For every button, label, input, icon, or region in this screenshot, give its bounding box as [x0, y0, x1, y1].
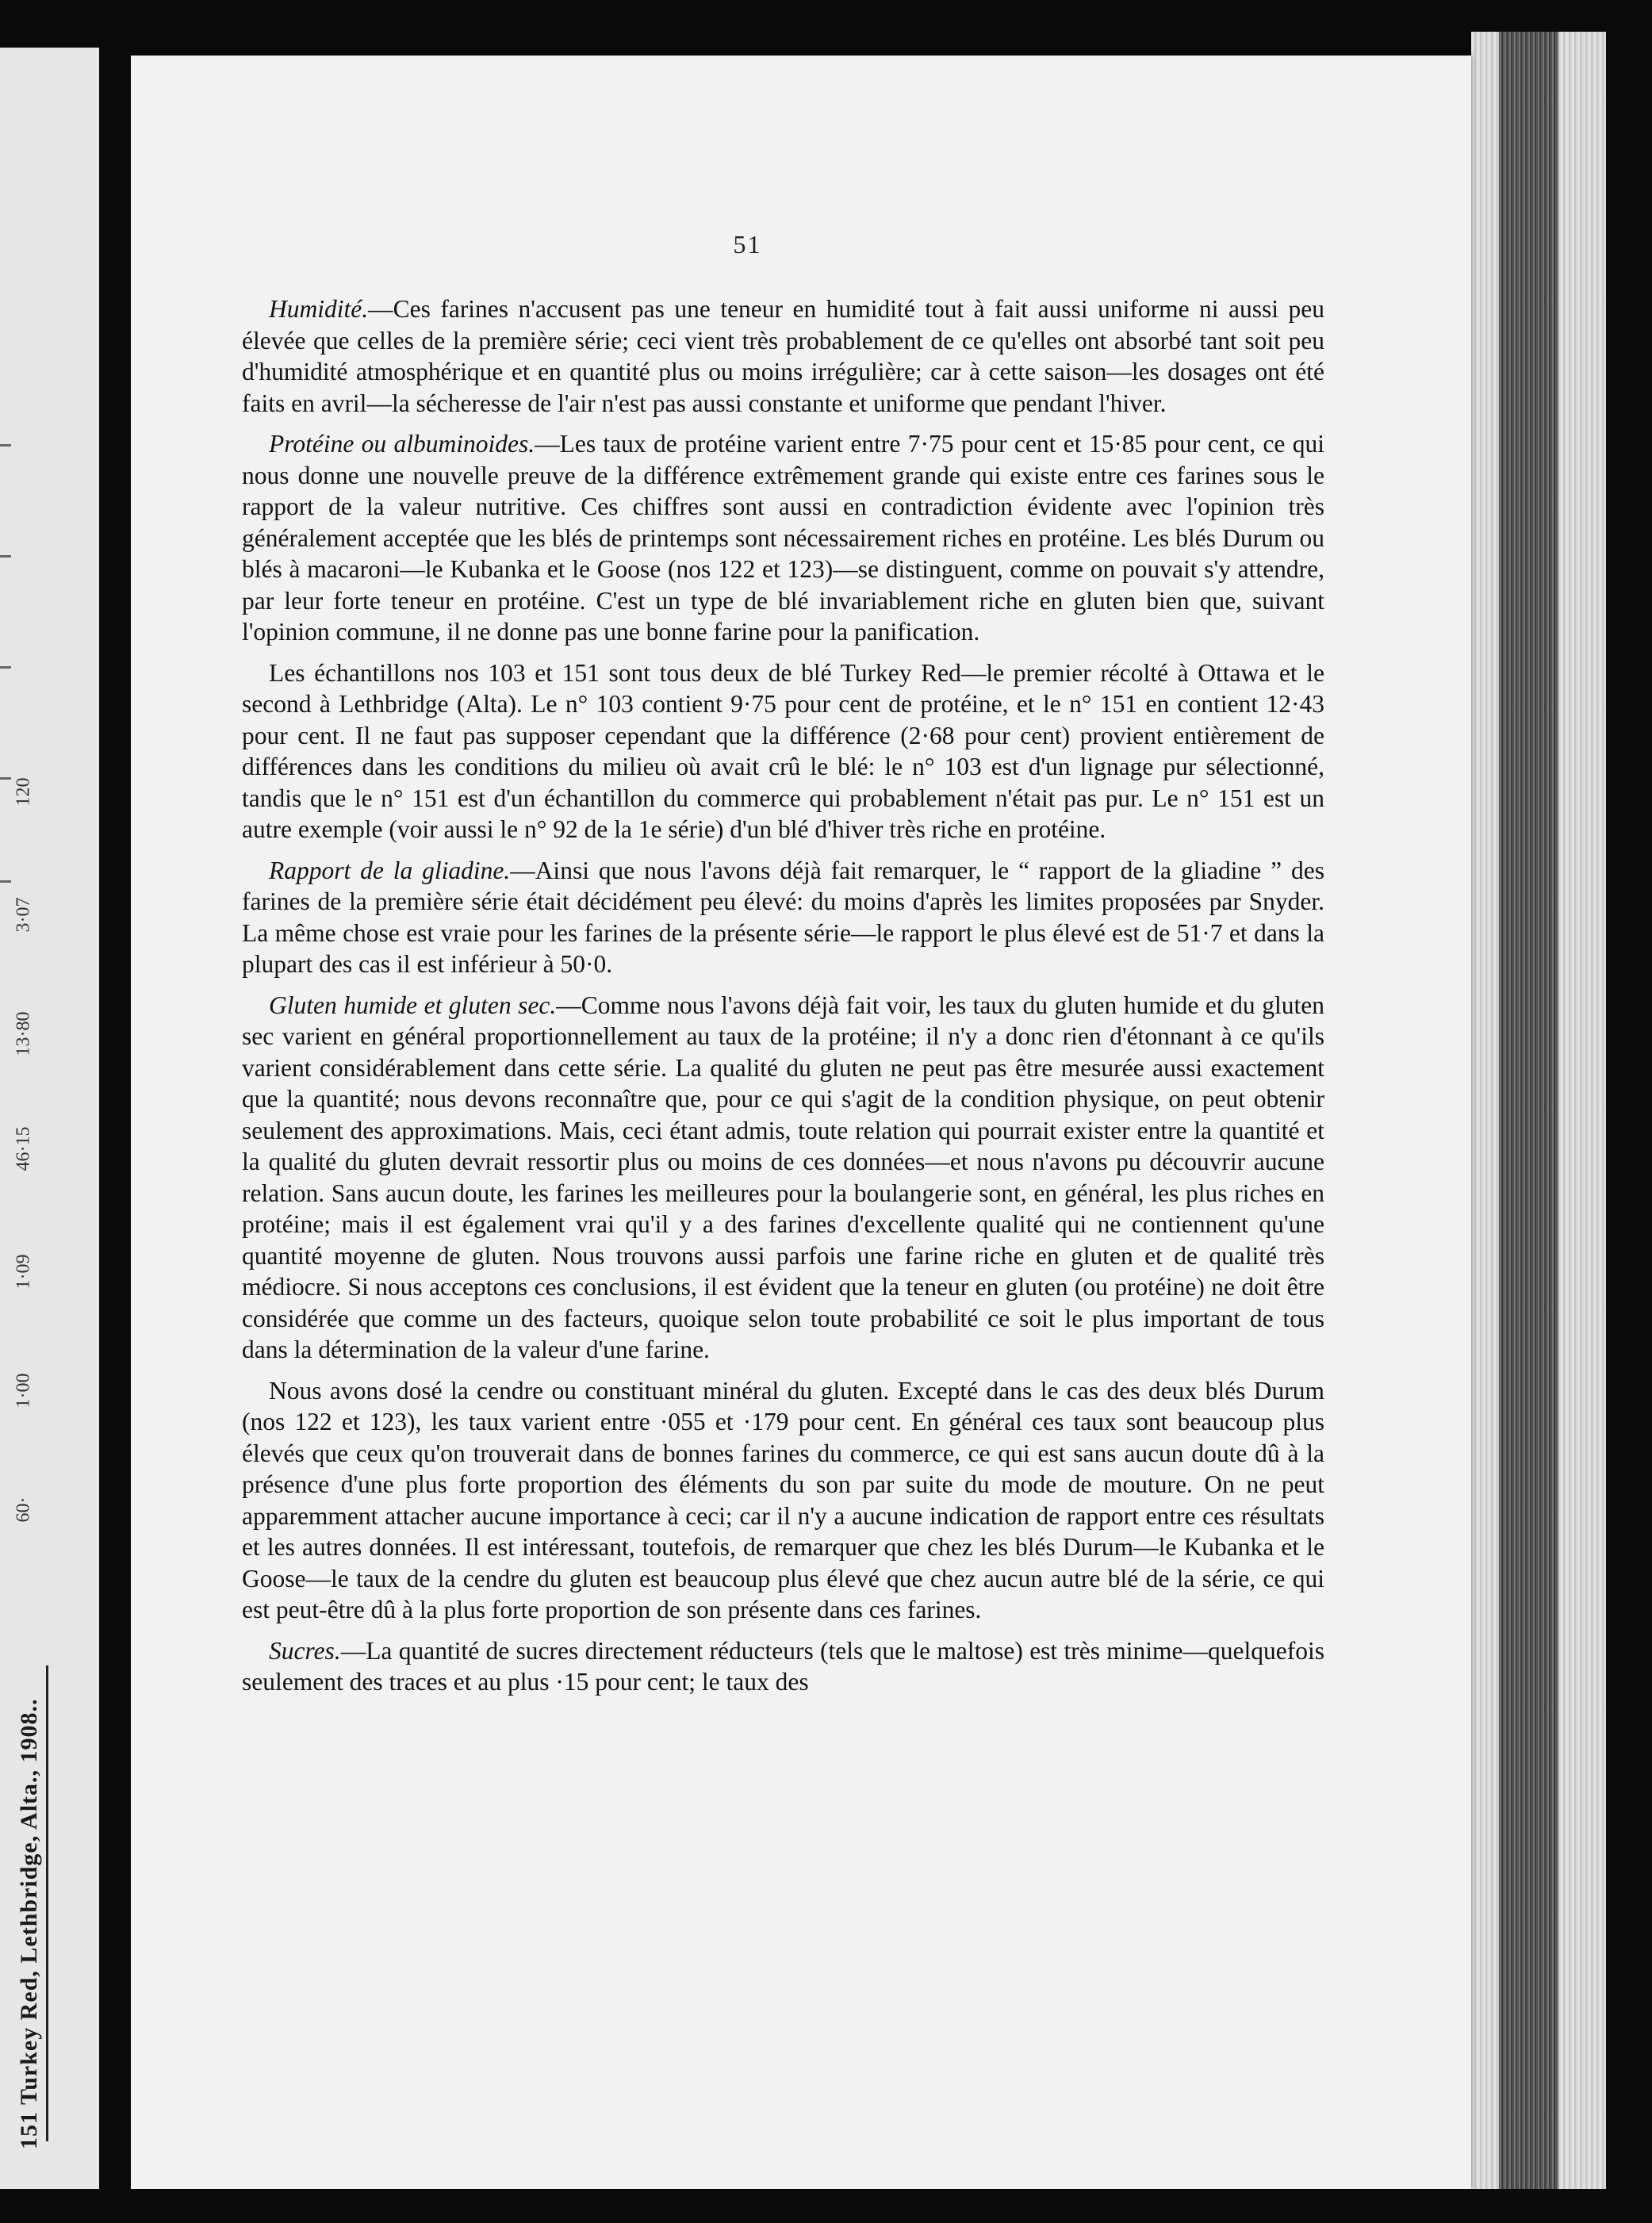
- side-table-value: 3·07: [13, 897, 34, 933]
- paragraph-echantillons: [242, 657, 1324, 845]
- paragraph-humidite: [242, 293, 1324, 419]
- paragraph-text: —Comme nous l'avons déjà fait voir, les taux du gluten humide et du gluten sec varient en général proportionnellement au taux de la protéine; il n'y a donc rien d'étonnant à ce qu'ils varient considérablement dans cette série. La qualité du gluten ne peut pas être mesurée aussi exactement que la quantité; nous devons reconnaître que, pour ce qui s'agit de la condition physique, on peut obtenir seulement des approximations. Mais, ceci étant admis, toute relation qui pourrait exister entre la quantité et la qualité du gluten devrait ressortir plus ou moins de ces données—et nous n'avons pu découvrir aucune relation. Sans aucun doute, les farines les meilleures pour la boulangerie sont, en général, les plus riches en protéine; mais il est également vrai qu'il y a des farines d'excellente qualité qui ne contiennent qu'une quantité moyenne de gluten. Nous trouvons aussi parfois une farine riche en gluten et de qualité très médiocre. Si nous acceptons ces conclusions, il est évident que la teneur en gluten (ou protéine) ne doit être considérée que comme un des facteurs, quoique selon toute probabilité ce soit le plus important de tous dans la détermination de la valeur d'une farine.: [242, 991, 1324, 1363]
- side-table-value: 46·15: [13, 1126, 34, 1171]
- paragraph-proteine: [242, 428, 1324, 648]
- paragraph-gliadine: [242, 855, 1324, 980]
- paragraph-gluten: [242, 990, 1324, 1366]
- side-table-value: 1·00: [13, 1373, 34, 1409]
- side-table-value: 120: [13, 777, 34, 807]
- page-edges-dark: [1499, 32, 1558, 2189]
- paragraph-lead: Humidité.: [269, 295, 369, 323]
- table-tick: [0, 666, 11, 669]
- left-page: [0, 48, 99, 2189]
- paragraph-sucres: [242, 1635, 1324, 1698]
- paragraph-text: —Les taux de protéine varient entre 7·75 pour cent et 15·85 pour cent, ce qui nous donne une nouvelle preuve de la différence extrêmement grande qui existe entre ces farines sous le rapport de la valeur nutritive. Ces chiffres sont aussi en contradiction évidente avec l'opinion très généralement acceptée que les blés de printemps sont nécessairement riches en protéine. Les blés Durum ou blés à macaroni—le Kubanka et le Goose (nos 122 et 123)—se distinguent, comme on pouvait s'y attendre, par leur forte teneur en protéine. C'est un type de blé invariablement riche en gluten bien que, suivant l'opinion commune, il ne donne pas une bonne farine pour la panification.: [242, 430, 1324, 646]
- paragraph-text: —Ainsi que nous l'avons déjà fait remarquer, le “ rapport de la gliadine ” des farines de la première série était décidément peu élevé: du moins d'après les limites proposées par Snyder. La même chose est vraie pour les farines de la présente série—le rapport le plus élevé est de 51·7 et dans la plupart des cas il est inférieur à 50·0.: [242, 856, 1324, 978]
- paragraph-lead: Protéine ou albuminoides.: [269, 430, 535, 458]
- side-table-value: 1·09: [13, 1254, 34, 1290]
- page-number: 51: [733, 230, 762, 259]
- paragraph-text: —Ces farines n'accusent pas une teneur en humidité tout à fait aussi uniforme ni aussi peu élevée que celles de la première série; ceci vient très probablement de ce qu'elles ont absorbé tant soit peu d'humidité atmosphérique et en quantité plus ou moins irrégulière; car à cette saison—les dosages ont été faits en avril—la sécheresse de l'air n'est pas aussi constante et uniforme que pendant l'hiver.: [242, 295, 1324, 417]
- side-table-value: 13·80: [13, 1011, 34, 1056]
- paragraph-text: Nous avons dosé la cendre ou constituant minéral du gluten. Excepté dans le cas des deux blés Durum (nos 122 et 123), les taux varient entre ·055 et ·179 pour cent. En général ces taux sont beaucoup plus élevés que ceux qu'on trouverait dans de bonnes farines du commerce, ce qui est sans aucun doute dû à la présence d'une plus forte proportion des éléments du son par suite du mode de mouture. On ne peut apparemment attacher aucune importance à ceci; car il n'y a aucune indication de rapport entre ces résultats et les autres données. Il est intéressant, toutefois, de remarquer que chez les blés Durum—le Kubanka et le Goose—le taux de la cendre du gluten est beaucoup plus élevé que chez aucun autre blé de la série, ce qui est peut-être dû à la plus forte proportion de son présente dans ces farines.: [242, 1376, 1324, 1623]
- paragraph-cendre: [242, 1375, 1324, 1626]
- table-rule: [46, 1665, 48, 2141]
- paragraph-lead: Rapport de la gliadine.: [269, 856, 511, 884]
- table-tick: [0, 880, 11, 883]
- page-body: [242, 293, 1324, 1707]
- paragraph-text: —La quantité de sucres directement réducteurs (tels que le maltose) est très minime—quelquefois seulement des traces et au plus ·15 pour cent; le taux des: [242, 1636, 1324, 1696]
- table-tick: [0, 444, 11, 447]
- side-table-value: 60·: [13, 1497, 34, 1523]
- paragraph-lead: Gluten humide et gluten sec.: [269, 991, 557, 1019]
- side-table-caption: 151 Turkey Red, Lethbridge, Alta., 1908..: [16, 1698, 42, 2149]
- table-tick: [0, 777, 11, 780]
- paragraph-text: Les échantillons nos 103 et 151 sont tous deux de blé Turkey Red—le premier récolté à Ottawa et le second à Lethbridge (Alta). Le n° 103 contient 9·75 pour cent de protéine, et le n° 151 en contient 12·43 pour cent. Il ne faut pas supposer cependant que la différence (2·68 pour cent) provient entièrement de différences dans les conditions du milieu où avait crû le blé: le n° 103 est d'un lignage pur sélectionné, tandis que le n° 151 est d'un échantillon du commerce qui probablement n'était pas pur. Le n° 151 est un autre exemple (voir aussi le n° 92 de la 1e série) d'un blé d'hiver très riche en protéine.: [242, 658, 1324, 843]
- paragraph-lead: Sucres.: [269, 1636, 341, 1665]
- table-tick: [0, 555, 11, 558]
